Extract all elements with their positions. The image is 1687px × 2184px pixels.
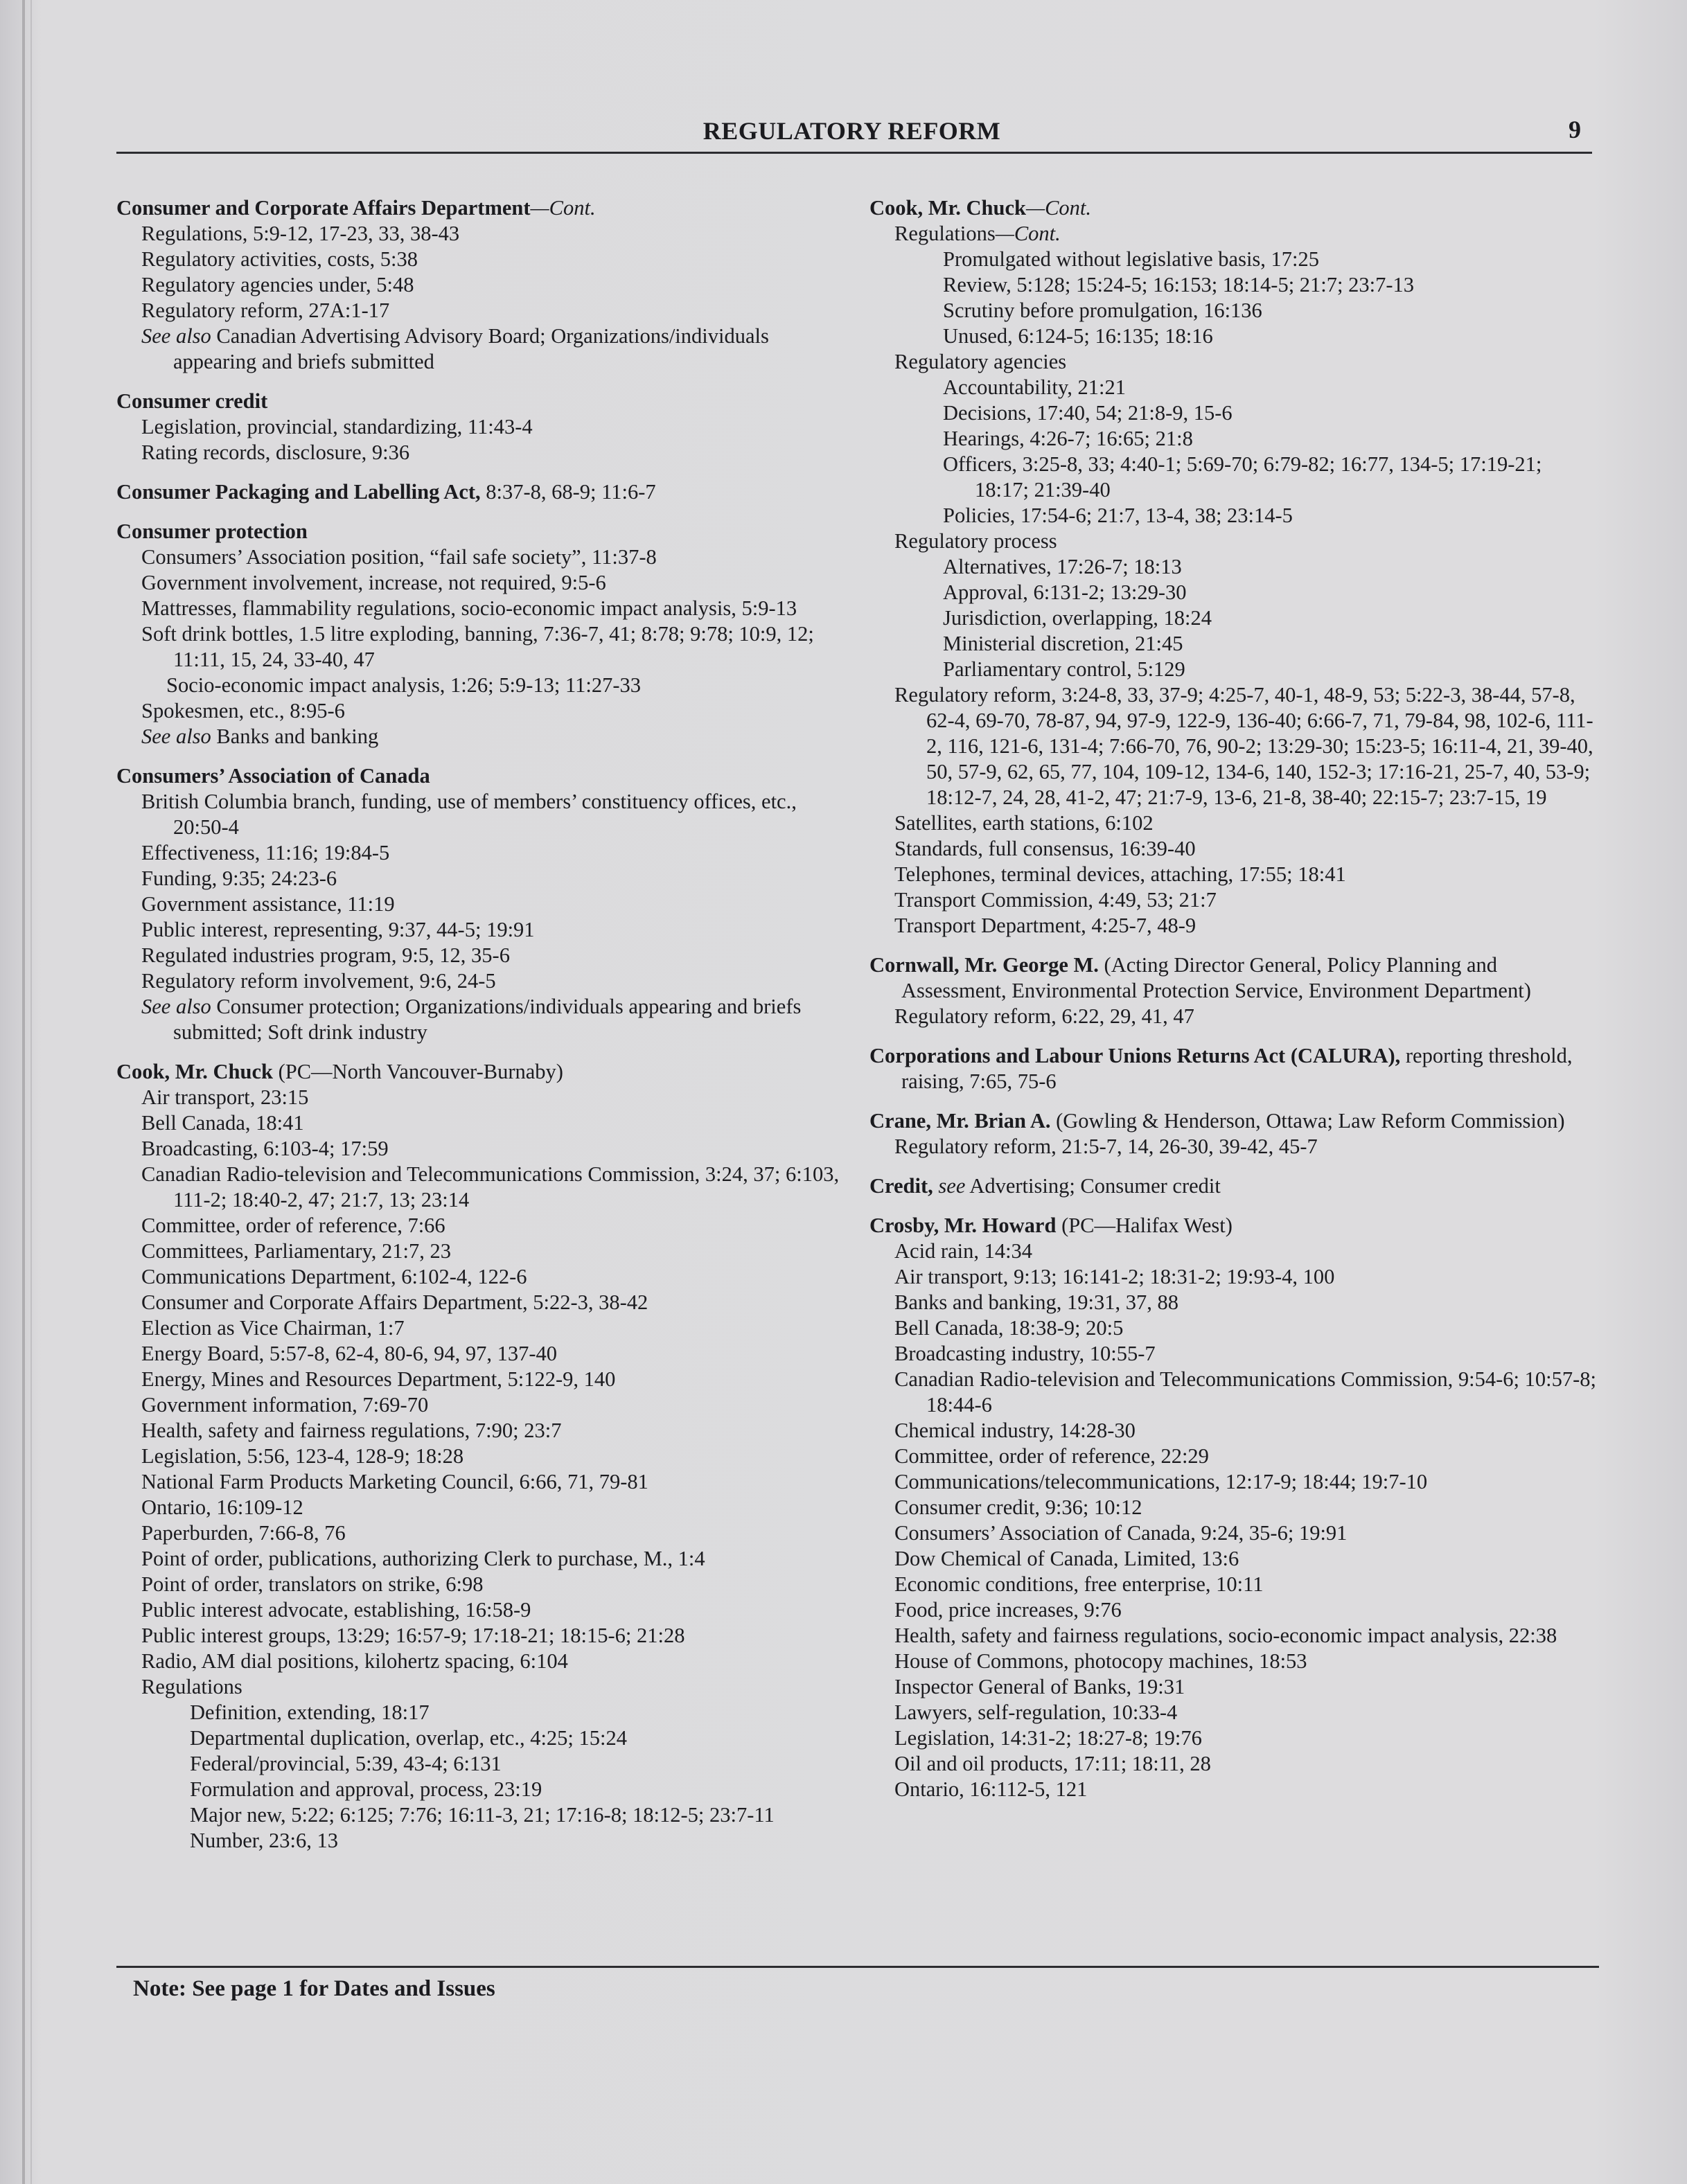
index-entry	[116, 519, 844, 749]
subentry: Acid rain, 14:34	[894, 1239, 1033, 1263]
subentry: Regulatory process	[894, 529, 1057, 553]
subentry: Energy, Mines and Resources Department, 5:122-9, 140	[141, 1367, 616, 1391]
subentry: Legislation, provincial, standardizing, 11:43-4	[141, 415, 533, 438]
subentry: Regulatory agencies	[894, 350, 1067, 373]
subentry: Regulatory reform, 27A:1-17	[141, 299, 390, 322]
subentry: Regulations, 5:9-12, 17-23, 33, 38-43	[141, 222, 460, 245]
subentry: Health, safety and fairness regulations, socio-economic impact analysis, 22:38	[894, 1624, 1557, 1647]
subentry: Regulatory agencies under, 5:48	[141, 273, 414, 296]
subentry: Regulated industries program, 9:5, 12, 35-6	[141, 943, 510, 967]
subentry: Committees, Parliamentary, 21:7, 23	[141, 1239, 451, 1263]
entry-heading: Consumer Packaging and Labelling Act, 8:37-8, 68-9; 11:6-7	[116, 480, 656, 504]
entry-heading: Corporations and Labour Unions Returns Act (CALURA), reporting threshold, raising, 7:65, 75-6	[869, 1044, 1573, 1093]
page-header-title: REGULATORY REFORM	[703, 117, 1001, 145]
subentry: Banks and banking, 19:31, 37, 88	[894, 1290, 1179, 1314]
sub-subentry: Number, 23:6, 13	[190, 1829, 338, 1852]
subentry: Dow Chemical of Canada, Limited, 13:6	[894, 1547, 1239, 1570]
subentry: Funding, 9:35; 24:23-6	[141, 867, 337, 890]
index-entry	[869, 952, 1597, 1029]
subentry: Public interest groups, 13:29; 16:57-9; 17:18-21; 18:15-6; 21:28	[141, 1624, 685, 1647]
sub-subentry: Approval, 6:131-2; 13:29-30	[943, 580, 1187, 604]
subentry: Regulatory activities, costs, 5:38	[141, 247, 418, 271]
subentry: Consumer and Corporate Affairs Department, 5:22-3, 38-42	[141, 1290, 648, 1314]
sub-subentry: Decisions, 17:40, 54; 21:8-9, 15-6	[943, 401, 1233, 425]
subentry: Legislation, 14:31-2; 18:27-8; 19:76	[894, 1726, 1202, 1750]
subentry: Regulatory reform, 6:22, 29, 41, 47	[894, 1004, 1194, 1028]
header-rule	[116, 152, 1592, 154]
sub-subentry: Accountability, 21:21	[943, 375, 1127, 399]
subentry: Regulations	[141, 1675, 242, 1698]
entry-heading: Cornwall, Mr. George M. (Acting Director General, Policy Planning and Assessment, Environmental Protection Service, Environment Department)	[869, 953, 1531, 1002]
index-column-right	[869, 195, 1597, 1816]
subentry: Point of order, translators on strike, 6:98	[141, 1572, 484, 1596]
entry-heading: Crosby, Mr. Howard (PC—Halifax West)	[869, 1214, 1233, 1237]
index-entry	[116, 1059, 844, 1854]
subentry: Broadcasting, 6:103-4; 17:59	[141, 1137, 389, 1160]
subentry: Broadcasting industry, 10:55-7	[894, 1342, 1156, 1365]
subentry: Energy Board, 5:57-8, 62-4, 80-6, 94, 97, 137-40	[141, 1342, 558, 1365]
subentry: Consumers’ Association of Canada, 9:24, 35-6; 19:91	[894, 1521, 1348, 1545]
subentry: Effectiveness, 11:16; 19:84-5	[141, 841, 390, 864]
sub-subentry: Jurisdiction, overlapping, 18:24	[943, 606, 1212, 630]
subentry: Air transport, 23:15	[141, 1085, 309, 1109]
index-entry	[116, 195, 844, 375]
subentry: Paperburden, 7:66-8, 76	[141, 1521, 346, 1545]
subentry: Air transport, 9:13; 16:141-2; 18:31-2; 19:93-4, 100	[894, 1265, 1335, 1288]
subentry: Economic conditions, free enterprise, 10:11	[894, 1572, 1264, 1596]
subentry: Transport Department, 4:25-7, 48-9	[894, 914, 1196, 937]
subentry: Food, price increases, 9:76	[894, 1598, 1122, 1622]
sub-subentry: Parliamentary control, 5:129	[943, 657, 1185, 681]
subentry: Committee, order of reference, 7:66	[141, 1214, 445, 1237]
subentry: Inspector General of Banks, 19:31	[894, 1675, 1185, 1698]
index-entry	[869, 1043, 1597, 1094]
sub-subentry: Promulgated without legislative basis, 17:25	[943, 247, 1320, 271]
sub-subentry: Review, 5:128; 15:24-5; 16:153; 18:14-5; 21:7; 23:7-13	[943, 273, 1414, 296]
subentry: Regulatory reform, 3:24-8, 33, 37-9; 4:25-7, 40-1, 48-9, 53; 5:22-3, 38-44, 57-8, 62-4, 69-70, 78-87, 94, 97-9, 122-9, 136-40; 6:66-7, 71, 79-84, 98, 102-6, 111-2, 116, 121-6, 131-4; 7:66-70, 76, 90-2; 13:29-30; 15:23-5; 16:11-4, 21, 39-40, 50, 57-9, 62, 65, 77, 104, 109-12, 134-6, 140, 152-3; 17:16-21, 25-7, 40, 53-9; 18:12-7, 24, 28, 41-2, 47; 21:7-9, 13-6, 21-8, 38-40; 22:15-7; 23:7-15, 19	[894, 683, 1593, 809]
index-entry	[116, 763, 844, 1045]
subentry: Government assistance, 11:19	[141, 892, 395, 916]
footer-note: Note: See page 1 for Dates and Issues	[133, 1976, 495, 2001]
subentry: Election as Vice Chairman, 1:7	[141, 1316, 405, 1340]
subentry: Government information, 7:69-70	[141, 1393, 429, 1417]
subentry: Radio, AM dial positions, kilohertz spacing, 6:104	[141, 1649, 568, 1673]
index-entry	[116, 389, 844, 465]
subentry: Legislation, 5:56, 123-4, 128-9; 18:28	[141, 1444, 464, 1468]
entry-heading: Credit, see Advertising; Consumer credit	[869, 1174, 1221, 1198]
subentry: Public interest advocate, establishing, 16:58-9	[141, 1598, 531, 1622]
sub-subentry: Policies, 17:54-6; 21:7, 13-4, 38; 23:14-5	[943, 504, 1293, 527]
binding-edge	[22, 0, 25, 2184]
subentry: Ontario, 16:112-5, 121	[894, 1777, 1088, 1801]
subentry: Soft drink bottles, 1.5 litre exploding, banning, 7:36-7, 41; 8:78; 9:78; 10:9, 12; 11:11, 15, 24, 33-40, 47	[141, 622, 814, 671]
subentry: Consumers’ Association position, “fail safe society”, 11:37-8	[141, 545, 657, 569]
subentry: Communications/telecommunications, 12:17-9; 18:44; 19:7-10	[894, 1470, 1428, 1493]
subentry: Mattresses, flammability regulations, socio-economic impact analysis, 5:9-13	[141, 596, 797, 620]
subentry: Satellites, earth stations, 6:102	[894, 811, 1154, 835]
sub-subentry: Formulation and approval, process, 23:19	[190, 1777, 542, 1801]
sub-subentry: Unused, 6:124-5; 16:135; 18:16	[943, 324, 1213, 348]
entry-heading: Cook, Mr. Chuck (PC—North Vancouver-Burnaby)	[116, 1060, 563, 1083]
subentry: Canadian Radio-television and Telecommunications Commission, 3:24, 37; 6:103, 111-2; 18:40-2, 47; 21:7, 13; 23:14	[141, 1162, 840, 1211]
index-entry	[116, 479, 844, 505]
subentry: Communications Department, 6:102-4, 122-6	[141, 1265, 527, 1288]
subentry: Lawyers, self-regulation, 10:33-4	[894, 1701, 1178, 1724]
footer-rule	[116, 1966, 1599, 1968]
sub-subentry: Officers, 3:25-8, 33; 4:40-1; 5:69-70; 6:79-82; 16:77, 134-5; 17:19-21; 18:17; 21:39-40	[943, 452, 1542, 501]
entry-heading: Consumer and Corporate Affairs Department—Cont.	[116, 196, 596, 220]
sub-subentry: Scrutiny before promulgation, 16:136	[943, 299, 1262, 322]
index-column-left	[116, 195, 844, 1867]
sub-subentry: Socio-economic impact analysis, 1:26; 5:9-13; 11:27-33	[166, 673, 641, 697]
subentry: Standards, full consensus, 16:39-40	[894, 837, 1196, 860]
subentry: Consumer credit, 9:36; 10:12	[894, 1495, 1142, 1519]
entry-heading: Consumer protection	[116, 520, 308, 543]
index-entry	[869, 1108, 1597, 1160]
subentry: National Farm Products Marketing Council, 6:66, 71, 79-81	[141, 1470, 648, 1493]
entry-heading: Consumers’ Association of Canada	[116, 764, 430, 788]
index-entry	[869, 1213, 1597, 1802]
entry-heading: Crane, Mr. Brian A. (Gowling & Henderson, Ottawa; Law Reform Commission)	[869, 1109, 1565, 1133]
see-also-subentry: See also Banks and banking	[141, 725, 379, 748]
sub-subentry: Federal/provincial, 5:39, 43-4; 6:131	[190, 1752, 502, 1775]
subentry: Point of order, publications, authorizing Clerk to purchase, M., 1:4	[141, 1547, 705, 1570]
subentry: Chemical industry, 14:28-30	[894, 1419, 1136, 1442]
see-also-subentry: See also Consumer protection; Organizations/individuals appearing and briefs submitted; Soft drink industry	[141, 995, 802, 1044]
sub-subentry: Ministerial discretion, 21:45	[943, 632, 1183, 655]
page-number: 9	[1569, 116, 1581, 143]
entry-heading: Cook, Mr. Chuck—Cont.	[869, 196, 1092, 220]
subentry: Regulatory reform, 21:5-7, 14, 26-30, 39-42, 45-7	[894, 1135, 1318, 1158]
subentry: Rating records, disclosure, 9:36	[141, 441, 410, 464]
subentry: Committee, order of reference, 22:29	[894, 1444, 1209, 1468]
sub-subentry: Major new, 5:22; 6:125; 7:76; 16:11-3, 21; 17:16-8; 18:12-5; 23:7-11	[190, 1803, 775, 1827]
sub-subentry: Alternatives, 17:26-7; 18:13	[943, 555, 1182, 578]
subentry: Oil and oil products, 17:11; 18:11, 28	[894, 1752, 1211, 1775]
subentry: Canadian Radio-television and Telecommunications Commission, 9:54-6; 10:57-8; 18:44-6	[894, 1367, 1596, 1417]
see-also-subentry: See also Canadian Advertising Advisory Board; Organizations/individuals appearing and briefs submitted	[141, 324, 769, 373]
index-entry	[869, 195, 1597, 939]
subentry: Telephones, terminal devices, attaching, 17:55; 18:41	[894, 862, 1346, 886]
subentry: Health, safety and fairness regulations, 7:90; 23:7	[141, 1419, 562, 1442]
entry-heading: Consumer credit	[116, 389, 268, 413]
subentry: Spokesmen, etc., 8:95-6	[141, 699, 345, 722]
subentry: Bell Canada, 18:41	[141, 1111, 304, 1135]
binding-edge-inner	[30, 0, 32, 2184]
sub-subentry: Hearings, 4:26-7; 16:65; 21:8	[943, 427, 1193, 450]
subentry: Regulations—Cont.	[894, 222, 1061, 245]
sub-subentry: Definition, extending, 18:17	[190, 1701, 430, 1724]
subentry: Public interest, representing, 9:37, 44-5; 19:91	[141, 918, 535, 941]
subentry: Government involvement, increase, not required, 9:5-6	[141, 571, 606, 594]
subentry: Transport Commission, 4:49, 53; 21:7	[894, 888, 1217, 912]
index-entry	[869, 1173, 1597, 1199]
subentry: Ontario, 16:109-12	[141, 1495, 303, 1519]
sub-subentry: Departmental duplication, overlap, etc., 4:25; 15:24	[190, 1726, 627, 1750]
subentry: Regulatory reform involvement, 9:6, 24-5	[141, 969, 496, 993]
subentry: Bell Canada, 18:38-9; 20:5	[894, 1316, 1124, 1340]
subentry: House of Commons, photocopy machines, 18:53	[894, 1649, 1307, 1673]
subentry: British Columbia branch, funding, use of members’ constituency offices, etc., 20:50-4	[141, 790, 797, 839]
